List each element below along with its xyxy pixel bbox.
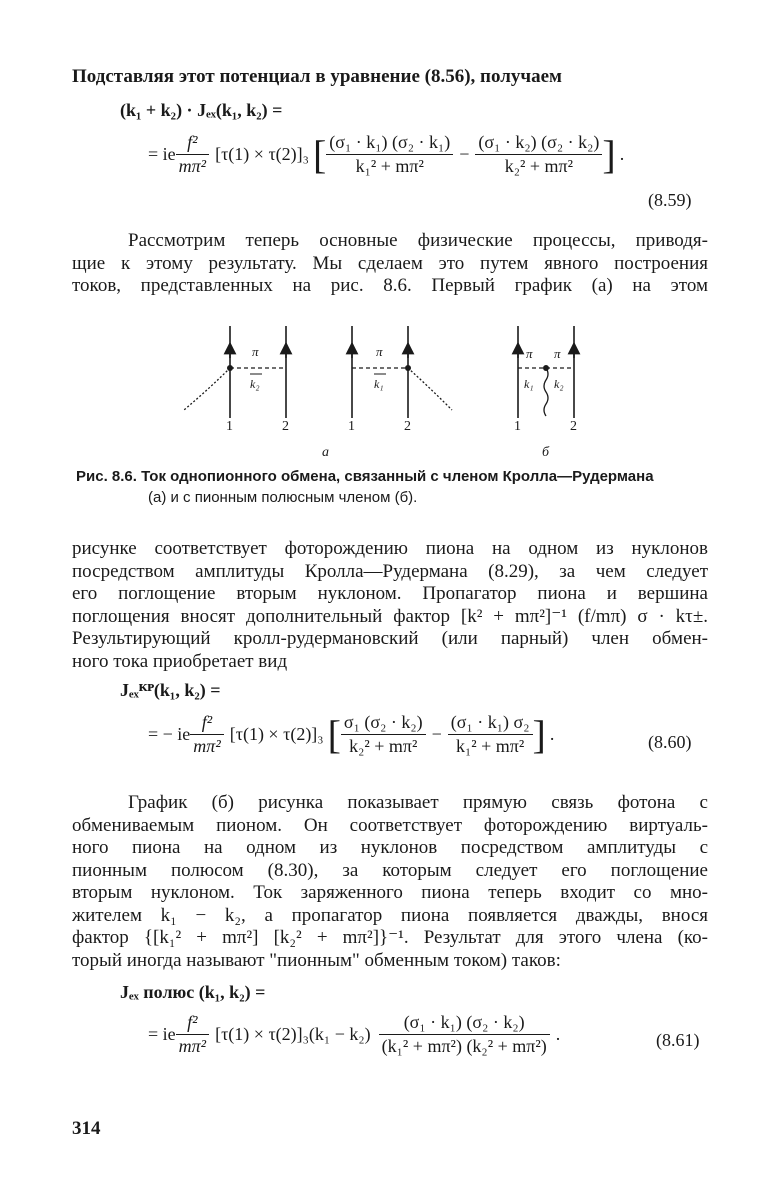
- eq-861-tau: [τ(1) × τ(2)]₃(k₁ − k₂): [215, 1024, 371, 1044]
- para1-line: щие к этому результату. Мы сделаем это путем явного построения: [72, 252, 708, 274]
- eq-861-rhs: [148, 1012, 560, 1057]
- nucleon-1-label: 1: [348, 419, 355, 434]
- eq-859-prefix: = ie: [148, 144, 176, 164]
- label-b: б: [542, 445, 550, 460]
- k2-label: k₂: [250, 377, 260, 391]
- pion-label: π: [252, 344, 259, 359]
- figure-caption: [76, 466, 708, 508]
- photon-line: [408, 368, 452, 410]
- eq-859-t1-den: k₁² + mπ²: [355, 156, 424, 176]
- eq-860-lbracket: [: [327, 711, 341, 757]
- para3-line: жителем k₁ − k₂, а пропагатор пиона появляется дважды, внося: [72, 904, 708, 926]
- figure-8-6: [170, 318, 630, 460]
- nucleon-1-label: 1: [226, 419, 233, 434]
- eq-860-coupling: [190, 712, 223, 757]
- eq-860-tau: [τ(1) × τ(2)]₃: [229, 724, 324, 744]
- eq-861-t-num: (σ₁ · k₁) (σ₂ · k₂): [379, 1012, 550, 1035]
- k1-label: k₁: [374, 377, 384, 391]
- para2-line: Результирующий кролл-рудермановский (или парный) член обмен-: [72, 628, 708, 649]
- eq-860-t1-den: k₂² + mπ²: [349, 736, 418, 756]
- intro-line: Подставляя этот потенциал в уравнение (8.56), получаем: [72, 66, 562, 87]
- label-a: а: [322, 445, 329, 460]
- pion-label: π: [526, 346, 533, 361]
- eq-860-f-den: mπ²: [193, 736, 221, 756]
- diagram-a-left: [184, 326, 289, 434]
- eq-861-number: (8.61): [656, 1030, 700, 1050]
- eq-861-dot: .: [555, 1024, 561, 1044]
- eq-859-minus: −: [459, 144, 470, 164]
- photon-line: [184, 368, 230, 410]
- para1-line: токов, представленных на рис. 8.6. Первый график (а) на этом: [72, 275, 708, 296]
- para2-line: его поглощение вторым нуклоном. Пропагатор пиона и вершина: [72, 583, 708, 604]
- eq-859-dot: .: [619, 144, 625, 164]
- eq-861-prefix: = ie: [148, 1024, 176, 1044]
- para2-line: посредством амплитуды Кролла—Рудермана (8.29), за чем следует: [72, 560, 708, 582]
- eq-860-f-num: f²: [190, 712, 223, 735]
- eq-861-f-den: mπ²: [178, 1036, 207, 1056]
- para3-line: пионным полюсом (8.30), за которым следует его поглощение: [72, 859, 708, 881]
- nucleon-2-label: 2: [282, 419, 289, 434]
- eq-859-tau: [τ(1) × τ(2)]₃: [215, 144, 309, 164]
- eq-859-t2-num: (σ₁ · k₂) (σ₂ · k₂): [475, 132, 602, 155]
- eq-859-coupling: [176, 132, 209, 177]
- eq-860-dot: .: [549, 724, 555, 744]
- diagram-b: [514, 326, 577, 460]
- eq-859-lhs: (k₁ + k₂) · Jₑₓ(k₁, k₂) =: [120, 100, 283, 120]
- eq-859-number: (8.59): [648, 190, 692, 210]
- nucleon-1-label: 1: [514, 419, 521, 434]
- paragraph-3: [72, 792, 708, 972]
- eq-860-lhs: Jₑₓᴷᴾ(k₁, k₂) =: [120, 680, 221, 700]
- eq-860-rbracket: ]: [532, 711, 546, 757]
- paragraph-1: [72, 230, 708, 298]
- eq-859-f-num: f²: [176, 132, 209, 155]
- k1-label: k₁: [524, 377, 534, 391]
- eq-859-rbracket: ]: [602, 131, 616, 177]
- para3-line: ного пиона на одном из нуклонов посредством амплитуды с: [72, 837, 708, 858]
- eq-860-t2-num: (σ₁ · k₁) σ₂: [448, 712, 533, 735]
- para2-line: рисунке соответствует фоторождению пиона на одном из нуклонов: [72, 538, 708, 559]
- eq-860-prefix: = − ie: [148, 724, 191, 744]
- eq-859-term2: [475, 132, 602, 177]
- diagram-a-right: [322, 326, 452, 460]
- paragraph-2: [72, 538, 708, 673]
- eq-860-minus: −: [431, 724, 442, 744]
- para3-line: торый иногда называют "пионным" обменным током) таков:: [72, 949, 561, 971]
- eq-861-f-num: f²: [176, 1012, 209, 1035]
- caption-line: Рис. 8.6. Ток однопионного обмена, связанный с членом Кролла—Рудермана: [76, 468, 654, 485]
- eq-859-t1-num: (σ₁ · k₁) (σ₂ · k₁): [326, 132, 453, 155]
- eq-859-t2-den: k₂² + mπ²: [504, 156, 574, 176]
- para1-line: Рассмотрим теперь основные физические процессы, приводя-: [128, 230, 708, 251]
- pion-label: π: [376, 344, 383, 359]
- eq-861-term: [379, 1012, 550, 1057]
- eq-859-rhs: [148, 132, 624, 177]
- caption-line: (а) и с пионным полюсным членом (б).: [148, 489, 418, 506]
- eq-860-rhs: [148, 712, 554, 757]
- eq-859-term1: [326, 132, 453, 177]
- eq-860-number: (8.60): [648, 732, 692, 752]
- photon-line: [544, 368, 548, 416]
- eq-860-term1: [341, 712, 426, 757]
- nucleon-2-label: 2: [570, 419, 577, 434]
- para3-line: График (б) рисунка показывает прямую связь фотона с: [128, 792, 708, 813]
- eq-860-t1-num: σ₁ (σ₂ · k₂): [341, 712, 426, 735]
- pion-label: π: [554, 346, 561, 361]
- para3-line: вторым нуклоном. Ток заряженного пиона теперь входит со мно-: [72, 882, 708, 903]
- para2-line: поглощения вносят дополнительный фактор [k² + mπ²]⁻¹ (f/mπ) σ · kτ±.: [72, 605, 708, 627]
- eq-861-t-den: (k₁² + mπ²) (k₂² + mπ²): [381, 1036, 547, 1056]
- eq-859-lbracket: [: [312, 131, 327, 177]
- eq-860-t2-den: k₁² + mπ²: [455, 736, 525, 756]
- para3-line: фактор {[k₁² + mπ²] [k₂² + mπ²]}⁻¹. Результат для этого члена (ко-: [72, 927, 708, 948]
- nucleon-2-label: 2: [404, 419, 411, 434]
- para2-line: ного тока приобретает вид: [72, 650, 288, 672]
- eq-860-term2: [448, 712, 533, 757]
- eq-859-f-den: mπ²: [178, 156, 207, 176]
- eq-861-coupling: [176, 1012, 209, 1057]
- eq-861-lhs: Jₑₓ полюс (k₁, k₂) =: [120, 982, 266, 1002]
- page-number: 314: [72, 1118, 101, 1139]
- k2-label: k₂: [554, 377, 564, 391]
- para3-line: обмениваемым пионом. Он соответствует фоторождению виртуаль-: [72, 814, 708, 836]
